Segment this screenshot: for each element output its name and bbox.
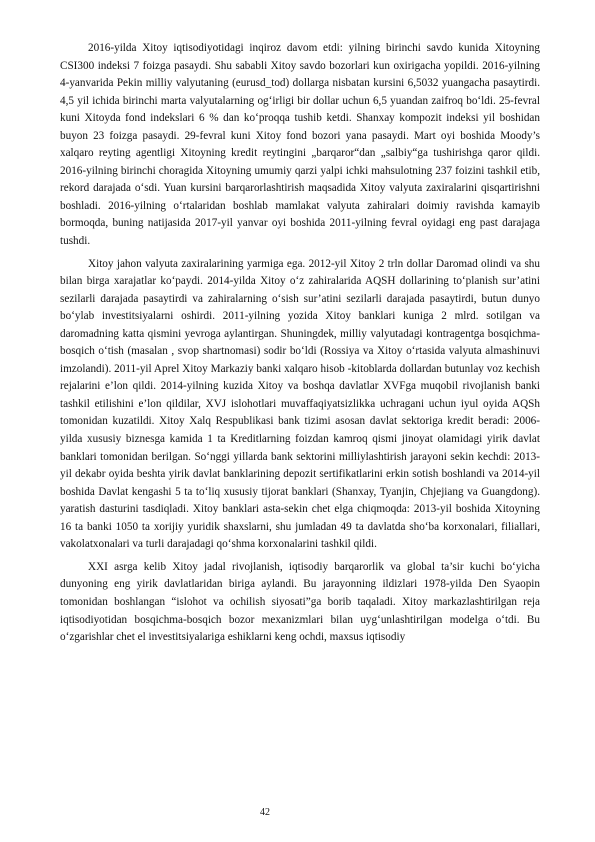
paragraph-currency-reserves: Xitoy jahon valyuta zaxiralarining yarmiga ega. 2012-yil Xitoy 2 trln dollar Daromad olindi va shu bilan birga xarajatlar ko‘paydi. 2014-yilda Xitoy o‘z zahiralarida AQSH dollarining to‘planish sur’atini sezilarli darajada pasaytirdi va zahiralarning o‘sish sur’atini sezilarli darajada pasaytirdi, butun dunyo bo‘ylab investitsiyalarni oshirdi. 2011-yilning yozida Xitoy banklari kuniga 2 mlrd. sotilgan va daromadning katta qismini yevroga aylantirgan. Shuningdek, milliy valyutadagi kontragentga bosqichma-bosqich o‘tish (masalan , svop shartnomasi) sodir bo‘ldi (Rossiya va Xitoy o‘rtasida valyuta almashinuvi imzolandi). 2011-yil Aprel Xitoy Markaziy banki xalqaro hisob -kitoblarda dollardan butunlay voz kechish rejalarini e’lon qildi. 2014-yilning kuzida Xitoy va boshqa davlatlar XVFga muqobil rivojlanish banki tashkil etilishini e’lon qildilar, XVJ islohotlari muvaffaqiyatsizlikka uchragani uchun iyul oyida AQSh tomonidan kuzatildi. Xitoy Xalq Respublikasi bank tizimi asosan davlat sektoriga kredit beradi: 2006-yilda xususiy biznesga kamida 1 ta Kreditlarning foizdan kamroq qismi jinoyat olamidagi yirik davlat banklari tomonidan berilgan. So‘nggi yillarda bank sektorini milliylashtirish jarayoni sekin kechdi: 2013-yil dekabr oyida beshta yirik davlat banklarining depozit sertifikatlarini erkin sotish boshlandi va 2014-yil boshida Davlat kengashi 5 ta to‘liq xususiy tijorat banklari (Shanxay, Tyanjin, Chjejiang va Guangdong). yaratish dasturini tasdiqladi. Xitoy banklari asta-sekin chet elga chiqmoqda: 2013-yil boshida Xitoyning 16 ta banki 1050 ta xorijiy yuridik shaxslarni, shu jumladan 49 ta davlatda sho‘ba korxonalari, filiallari, vakolatxonalari va turli darajadagi qo‘shma korxonalarini tashkil qildi.: [60, 257, 540, 551]
paragraph-economic-crisis-2016: 2016-yilda Xitoy iqtisodiyotidagi inqiroz davom etdi: yilning birinchi savdo kunida Xitoyning CSI300 indeksi 7 foizga pasaydi. Shu sababli Xitoy savdo bozorlari kun oxirigacha yopildi. 2016-yilning 4-yanvarida Pekin milliy valyutaning (eurusd_tod) dollarga nisbatan kursini 6,5032 yuangacha pasaytirdi. 4,5 yil ichida birinchi marta valyutalarning og‘irligi bir dollar uchun 6,5 yuandan zaifroq bo‘ldi. 25-fevral kuni Xitoyda fond indekslari 6 % dan ko‘proqqa tushib ketdi. Shanxay kompozit indeksi yil boshidan buyon 23 foizga pasaydi. 29-fevral kuni Xitoy fond bozori yana pasaydi. Mart oyi boshida Moody’s xalqaro reyting agentligi Xitoyning kredit reytingini „barqaror“dan „salbiy“ga tushirishga qaror qildi. 2016-yilning birinchi choragida Xitoyning umumiy qarzi yalpi ichki mahsulotning 237 foizini tashkil etib, rekord darajada o‘sdi. Yuan kursini barqarorlashtirish maqsadida Xitoy valyuta zaxiralarini qisqartirishni boshladi. 2016-yilning o‘rtalaridan boshlab mamlakat valyuta zahiralari doimiy ravishda kamayib bormoqda, buning natijasida 2017-yil yanvar oyi boshida 2011-yilning fevral oyidagi eng past darajaga tushdi.: [60, 42, 540, 248]
paragraph-21st-century-development: XXI asrga kelib Xitoy jadal rivojlanish, iqtisodiy barqarorlik va global ta’sir kuchi bo‘yicha dunyoning eng yirik davlatlaridan biriga aylandi. Bu jarayonning ildizlari 1978-yilda Den Syaopin tomonidan boshlangan “islohot va ochilish siyosati”ga borib taqaladi. Xitoy markazlashtirilgan reja iqtisodiyotidan bosqichma-bosqich bozor mexanizmlari bilan uyg‘unlashtirilgan modelga o‘tdi. Bu o‘zgarishlar chet el investitsiyalariga eshiklarni keng ochdi, maxsus iqtisodiy: [60, 560, 540, 644]
document-page: [60, 40, 540, 652]
page-number: 42: [260, 807, 270, 818]
